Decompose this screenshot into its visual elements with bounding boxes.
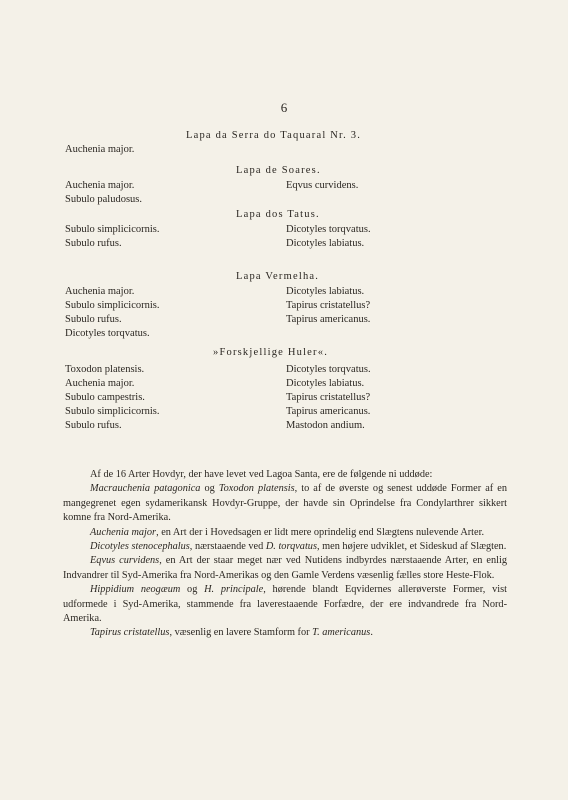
paragraph-text: , to af de øverste og senest uddøde Former af en mangegrenet egen sydamerikansk Hovdyr-Gruppe, der havde sin Oprindelse fra Condylarthrer sikkert komne fra Nord-Amerika. [63,483,507,524]
left-group-4 [65,285,160,341]
paragraph-eqvus [63,554,507,583]
paragraph-dicotyles [63,540,507,554]
species-name: Subulo simplicicornis. [65,300,160,311]
species-italic: Auchenia major [90,526,157,538]
species-name: Tapirus cristatellus? [286,392,371,403]
paragraph-tapirus [63,626,507,640]
species-italic: Dicotyles stenocephalus [90,541,190,553]
left-group-2 [65,179,142,207]
left-group-1 [65,143,134,157]
page-number: 6 [280,100,288,115]
species-name: Dicotyles torqvatus. [286,364,371,375]
species-name: Subulo simplicicornis. [65,406,160,417]
paragraph-text: , en Art der staar meget nær ved Nutidens indbyrdes nærstaaende Arter, en enlig Indvandrer til Syd-Amerika fra Nord-Amerikas og den Gamle Verdens væsenlig fælles store Heste-Flok. [63,555,507,581]
paragraph-hippidium [63,583,507,626]
species-name: Mastodon andium. [286,420,365,431]
species-name: Subulo campestris. [65,392,145,403]
left-group-5 [65,363,160,433]
paragraph-text: , nærstaaende ved [189,541,266,553]
right-group-forskjellige [286,363,371,433]
species-name: Dicotyles torqvatus. [65,328,150,339]
species-name: Subulo paludosus. [65,194,143,205]
species-name: Dicotyles labiatus. [286,238,365,249]
paragraph-text: , væsenlig en lavere Stamform for [169,627,313,639]
right-group-soares [286,179,358,193]
paragraph-auchenia [63,526,507,540]
species-italic: Macrauchenia patagonica [90,483,201,495]
species-italic: Tapirus cristatellus [90,627,170,639]
species-italic: Hippidium neogæum [90,584,181,596]
species-name: Tapirus americanus. [286,314,371,325]
species-name: Auchenia major. [65,286,135,297]
paragraph-macrauchenia [63,482,507,525]
paragraph-text: . [370,627,373,639]
paragraph-text: , hørende blandt Eqvidernes allerøverste Former, vist udformede i Syd-Amerika, stammende fra laverestaaende Forfædre, der ere indvandrede fra Nord-Amerika. [63,584,507,625]
paragraph-text: , men højere udviklet, et Sideskud af Slægten. [316,541,507,553]
species-name: Dicotyles labiatus. [286,286,365,297]
left-group-3 [65,223,160,251]
species-name: Tapirus cristatellus? [286,300,371,311]
species-italic: T. americanus [312,627,371,639]
species-name: Tapirus americanus. [286,406,371,417]
species-name: Toxodon platensis. [65,364,145,375]
species-name: Dicotyles labiatus. [286,378,365,389]
species-italic: Eqvus curvidens [90,555,160,567]
body-text [63,468,507,641]
heading-tatus: Lapa dos Tatus. [236,209,320,220]
heading-soares: Lapa de Soares. [236,165,321,176]
species-name: Auchenia major. [65,378,135,389]
species-name: Auchenia major. [65,144,135,155]
paragraph-text: , en Art der i Hovedsagen er lidt mere oprindelig end Slægtens nulevende Arter. [156,526,485,538]
intro-paragraph: Af de 16 Arter Hovdyr, der have levet ved Lagoa Santa, ere de følgende ni uddøde: [90,469,433,480]
species-name: Subulo rufus. [65,238,122,249]
species-name: Subulo rufus. [65,420,122,431]
species-italic: Toxodon platensis [218,483,295,495]
heading-vermelha: Lapa Vermelha. [236,271,320,282]
paragraph-text: og [200,483,219,495]
right-group-tatus [286,223,371,251]
species-name: Subulo simplicicornis. [65,224,160,235]
heading-taquaral: Lapa da Serra do Taquaral Nr. 3. [186,130,362,141]
species-name: Dicotyles torqvatus. [286,224,371,235]
paragraph-text: og [180,584,205,596]
species-italic: H. principale [204,584,264,596]
species-name: Auchenia major. [65,180,135,191]
species-name: Eqvus curvidens. [286,180,359,191]
species-name: Subulo rufus. [65,314,122,325]
species-italic: D. torqvatus [265,541,317,553]
right-group-vermelha [286,285,370,327]
heading-forskjellige-huler: »Forskjellige Huler«. [213,347,329,358]
